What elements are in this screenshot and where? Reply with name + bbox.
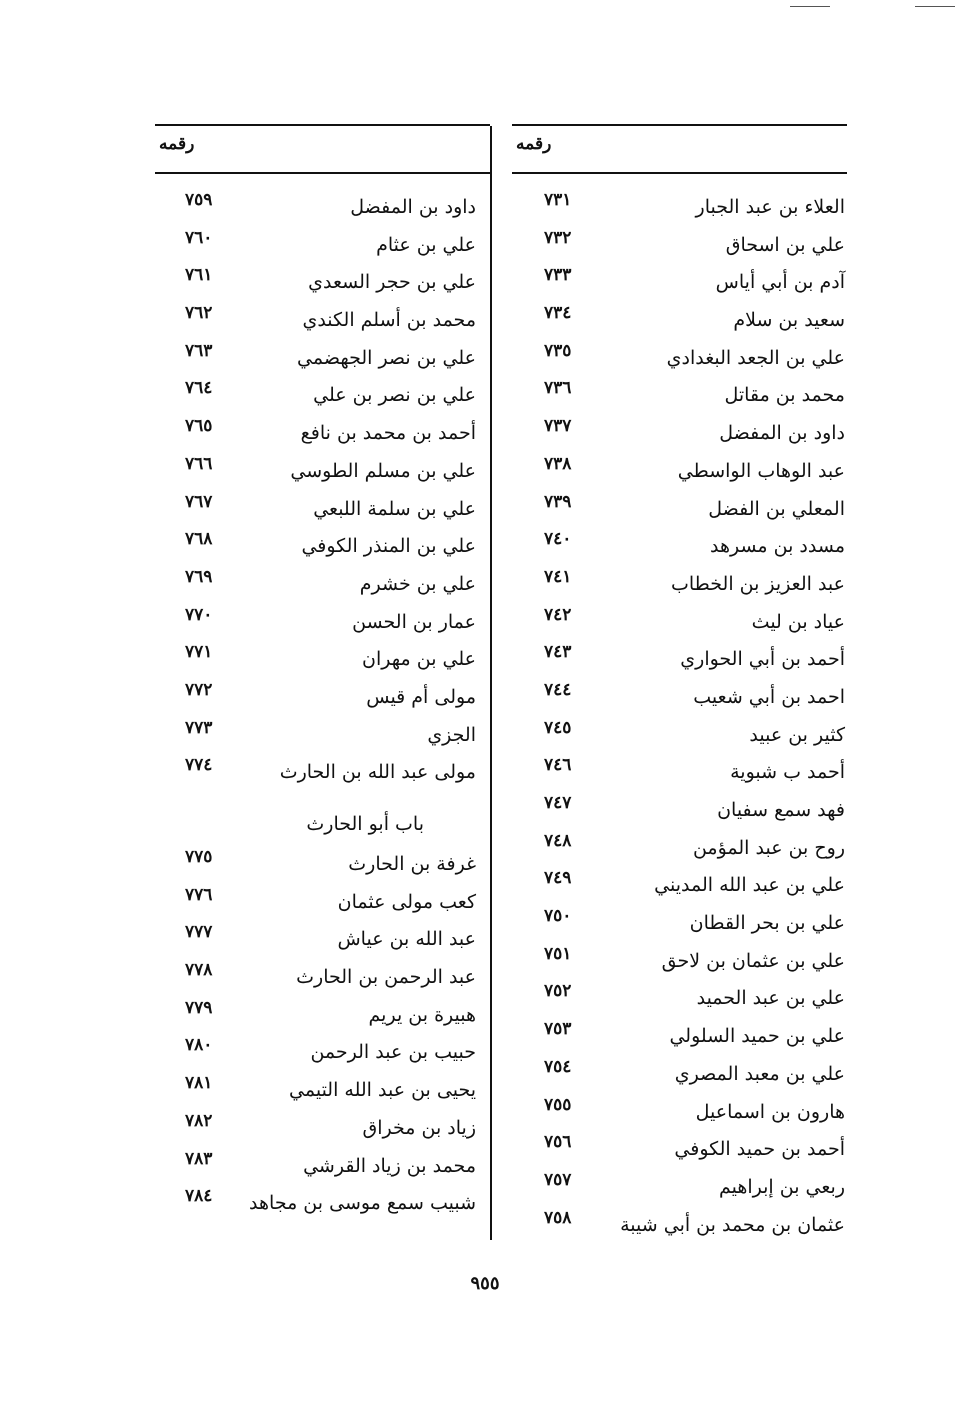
entry-number: ٧٧٧ [185, 922, 213, 943]
entry-row [512, 452, 847, 490]
header-rule [512, 172, 847, 174]
entry-number: ٧٧٨ [185, 960, 213, 981]
entry-name: عبد الرحمن بن الحارث [296, 966, 476, 989]
entry-row [155, 339, 490, 377]
entry-row [155, 678, 490, 716]
entry-number: ٧٣٧ [544, 416, 572, 437]
entry-name: علي بن نصر الجهضمي [297, 346, 476, 369]
entry-name: محمد بن زياد القرشي [303, 1154, 476, 1177]
entry-number: ٧٧٥ [185, 847, 213, 867]
entry-name: غرفة بن الحارث [348, 853, 476, 875]
entry-row [155, 920, 490, 958]
entry-row [155, 603, 490, 641]
entry-row [512, 226, 847, 264]
entry-name: عبد الوهاب الواسطي [677, 459, 845, 482]
entry-name: العلاء بن عبد الجبار [695, 196, 845, 218]
entry-name: احمد بن أبي شعيب [693, 685, 845, 708]
entry-name: كعب مولى عثمان [337, 890, 476, 913]
entry-number: ٧٧٠ [185, 604, 213, 625]
entry-name: هارون بن اسماعيل [695, 1100, 845, 1123]
entry-number: ٧٥٣ [544, 1019, 572, 1040]
entry-row [155, 226, 490, 264]
entry-number: ٧٥٩ [185, 190, 213, 210]
entry-number: ٧٦٤ [185, 378, 213, 399]
entry-row [512, 1017, 847, 1055]
entry-row [512, 301, 847, 339]
entry-name: علي بن عبد الحميد [696, 987, 845, 1010]
page-number: ٩٥٥ [470, 1273, 500, 1294]
entry-name: فهد سمع سفيان [717, 799, 845, 821]
entry-number: ٧٨٠ [185, 1035, 213, 1056]
corner-mark [790, 6, 830, 7]
entry-row [155, 883, 490, 921]
column-header [155, 126, 490, 172]
entry-row [155, 996, 490, 1034]
entry-row [512, 527, 847, 565]
entry-row [512, 188, 847, 226]
entry-row [512, 339, 847, 377]
entry-row [155, 527, 490, 565]
entry-number: ٧٦٨ [185, 529, 213, 550]
entry-name: أحمد بن أبي الحواري [680, 648, 845, 671]
entry-name: مولى عبد الله بن الحارث [279, 761, 476, 784]
entry-name: يحيى بن عبد الله التيمي [289, 1079, 476, 1102]
entry-row [512, 979, 847, 1017]
entry-name: علي بن نصر بن علي [313, 384, 476, 407]
entry-row [512, 942, 847, 980]
entry-number: ٧٧١ [185, 642, 213, 663]
entry-name: أحمد بن محمد بن نافع [300, 422, 476, 445]
entry-row [512, 1168, 847, 1206]
entry-row [512, 1130, 847, 1168]
entry-number: ٧٤٩ [544, 868, 572, 889]
entry-name: عياد بن ليث [751, 610, 845, 633]
entry-number: ٧٤٧ [544, 793, 572, 813]
entry-number: ٧٣٥ [544, 340, 572, 361]
entry-row [512, 866, 847, 904]
entry-number: ٧٦٢ [185, 303, 213, 324]
entry-number: ٧٣٤ [544, 303, 572, 324]
entry-name: علي بن بحر القطان [689, 912, 845, 935]
entry-number: ٧٨١ [185, 1073, 213, 1094]
entry-row [512, 263, 847, 301]
entry-name: مسدد بن مسرهد [710, 535, 845, 558]
entry-row [155, 301, 490, 339]
entry-row [512, 716, 847, 754]
entry-name: حبيب بن عبد الرحمن [310, 1041, 476, 1064]
entry-name: علي بن خشرم [359, 572, 476, 595]
entry-row [512, 1093, 847, 1131]
column-header-label: رقمه [159, 134, 195, 154]
entry-name: علي بن عبد الله المديني [654, 874, 845, 897]
entry-number: ٧٧٩ [185, 997, 213, 1018]
entry-number: ٧٤١ [544, 566, 572, 587]
entry-number: ٧٨٤ [185, 1186, 213, 1207]
entry-row [512, 829, 847, 867]
entry-number: ٧٥٤ [544, 1056, 572, 1077]
entry-row [512, 376, 847, 414]
entry-row [155, 490, 490, 528]
entry-row [512, 603, 847, 641]
right-column [512, 124, 847, 1243]
entry-row [512, 1206, 847, 1244]
entry-number: ٧٤٣ [544, 642, 572, 663]
entry-name: عبد العزيز بن الخطاب [671, 572, 845, 595]
entry-number: ٧٥٨ [544, 1207, 572, 1228]
entry-row [512, 565, 847, 603]
entry-name: علي بن عثمان بن لاحق [661, 949, 845, 972]
entry-number: ٧٦٦ [185, 453, 213, 474]
entry-name: علي بن اسحاق [725, 233, 845, 256]
entry-name: علي بن الجعد البغدادي [666, 346, 845, 369]
section-title: باب أبو الحارث [306, 813, 424, 835]
entry-name: علي بن المنذر الكوفي [301, 535, 476, 558]
entry-number: ٧٦٠ [185, 227, 213, 248]
entry-number: ٧٤٠ [544, 529, 572, 550]
entry-name: علي بن مهران [362, 648, 476, 671]
entry-name: عبد الله بن عياش [337, 928, 476, 951]
entry-row [155, 640, 490, 678]
entry-number: ٧٥٦ [544, 1132, 572, 1153]
entry-row [155, 845, 490, 883]
entry-number: ٧٣٩ [544, 491, 572, 512]
entry-name: داود بن المفضل [350, 196, 476, 218]
entry-row [512, 640, 847, 678]
entry-row [155, 188, 490, 226]
entry-number: ٧٨٢ [185, 1110, 213, 1131]
entry-list [512, 188, 847, 1243]
entry-name: شبيب سمع موسى بن مجاهد [249, 1192, 476, 1215]
entry-name: آدم بن أبي أياس [715, 271, 845, 294]
entry-number: ٧٣٣ [544, 265, 572, 286]
column-divider [490, 126, 492, 1240]
section-heading [155, 791, 490, 845]
entry-row [155, 376, 490, 414]
entry-row [155, 452, 490, 490]
entry-name: روح بن عبد المؤمن [692, 836, 845, 859]
entry-number: ٧٤٤ [544, 679, 572, 700]
entry-name: أحمد ب شبوية [730, 761, 845, 784]
entry-name: علي بن حميد السلولي [669, 1025, 845, 1048]
entry-row [512, 753, 847, 791]
entry-number: ٧٦٣ [185, 340, 213, 361]
entry-number: ٧٥٢ [544, 981, 572, 1002]
entry-number: ٧٧٣ [185, 717, 213, 738]
entry-name: زياد بن مخراق [362, 1116, 476, 1139]
entry-name: علي بن عثام [376, 233, 476, 256]
entry-name: ربعي بن إبراهيم [718, 1175, 845, 1198]
header-rule [155, 172, 490, 174]
entry-list [155, 188, 490, 1222]
entry-row [512, 414, 847, 452]
entry-number: ٧٥٥ [544, 1094, 572, 1115]
entry-name: أحمد بن حميد الكوفي [674, 1138, 845, 1161]
entry-row [155, 565, 490, 603]
entry-name: علي بن مسلم الطوسي [290, 459, 476, 482]
entry-name: عثمان بن محمد بن أبي شيبة [620, 1213, 845, 1236]
entry-name: المعلي بن الفضل [708, 497, 845, 520]
entry-name: كثير بن عبيد [749, 723, 845, 746]
entry-row [155, 958, 490, 996]
entry-row [512, 490, 847, 528]
entry-row [155, 1184, 490, 1222]
entry-number: ٧٣٨ [544, 453, 572, 474]
entry-row [155, 1147, 490, 1185]
entry-number: ٧٥٠ [544, 906, 572, 927]
corner-mark [915, 6, 955, 7]
entry-name: علي بن حجر السعدي [308, 271, 476, 294]
entry-row [155, 716, 490, 754]
entry-row [512, 791, 847, 829]
entry-number: ٧٣١ [544, 190, 572, 210]
entry-row [155, 1071, 490, 1109]
entry-row [155, 414, 490, 452]
entry-row [155, 263, 490, 301]
entry-number: ٧٦٧ [185, 491, 213, 512]
entry-name: محمد بن أسلم الكندي [302, 309, 476, 332]
entry-row [155, 1033, 490, 1071]
entry-number: ٧٤٥ [544, 717, 572, 738]
entry-number: ٧٦٥ [185, 416, 213, 437]
entry-number: ٧٥١ [544, 943, 572, 964]
entry-name: علي بن سلمة اللبعي [313, 497, 476, 520]
entry-name: هبيرة بن يريم [368, 1003, 476, 1026]
entry-row [155, 753, 490, 791]
entry-number: ٧٣٦ [544, 378, 572, 399]
entry-number: ٧٧٢ [185, 679, 213, 700]
entry-number: ٧٥٧ [544, 1169, 572, 1190]
entry-name: الجزي [427, 723, 476, 746]
entry-number: ٧٣٢ [544, 227, 572, 248]
entry-number: ٧٧٦ [185, 884, 213, 905]
column-header-label: رقمه [516, 134, 552, 154]
entry-row [512, 1055, 847, 1093]
entry-number: ٧٨٣ [185, 1148, 213, 1169]
entry-row [512, 904, 847, 942]
entry-row [512, 678, 847, 716]
entry-row [155, 1109, 490, 1147]
entry-number: ٧٤٦ [544, 755, 572, 776]
entry-number: ٧٧٤ [185, 755, 213, 776]
entry-number: ٧٦١ [185, 265, 213, 286]
entry-name: عمار بن الحسن [352, 610, 476, 633]
entry-number: ٧٦٩ [185, 566, 213, 587]
entry-name: محمد بن مقاتل [724, 384, 845, 407]
entry-name: سعيد بن سلام [733, 309, 845, 332]
entry-number: ٧٤٢ [544, 604, 572, 625]
column-header [512, 126, 847, 172]
entry-number: ٧٤٨ [544, 830, 572, 851]
entry-name: مولى أم قيس [366, 685, 476, 708]
left-column [155, 124, 490, 1222]
entry-name: علي بن معبد المصري [674, 1062, 845, 1085]
entry-name: داود بن المفضل [719, 422, 845, 445]
